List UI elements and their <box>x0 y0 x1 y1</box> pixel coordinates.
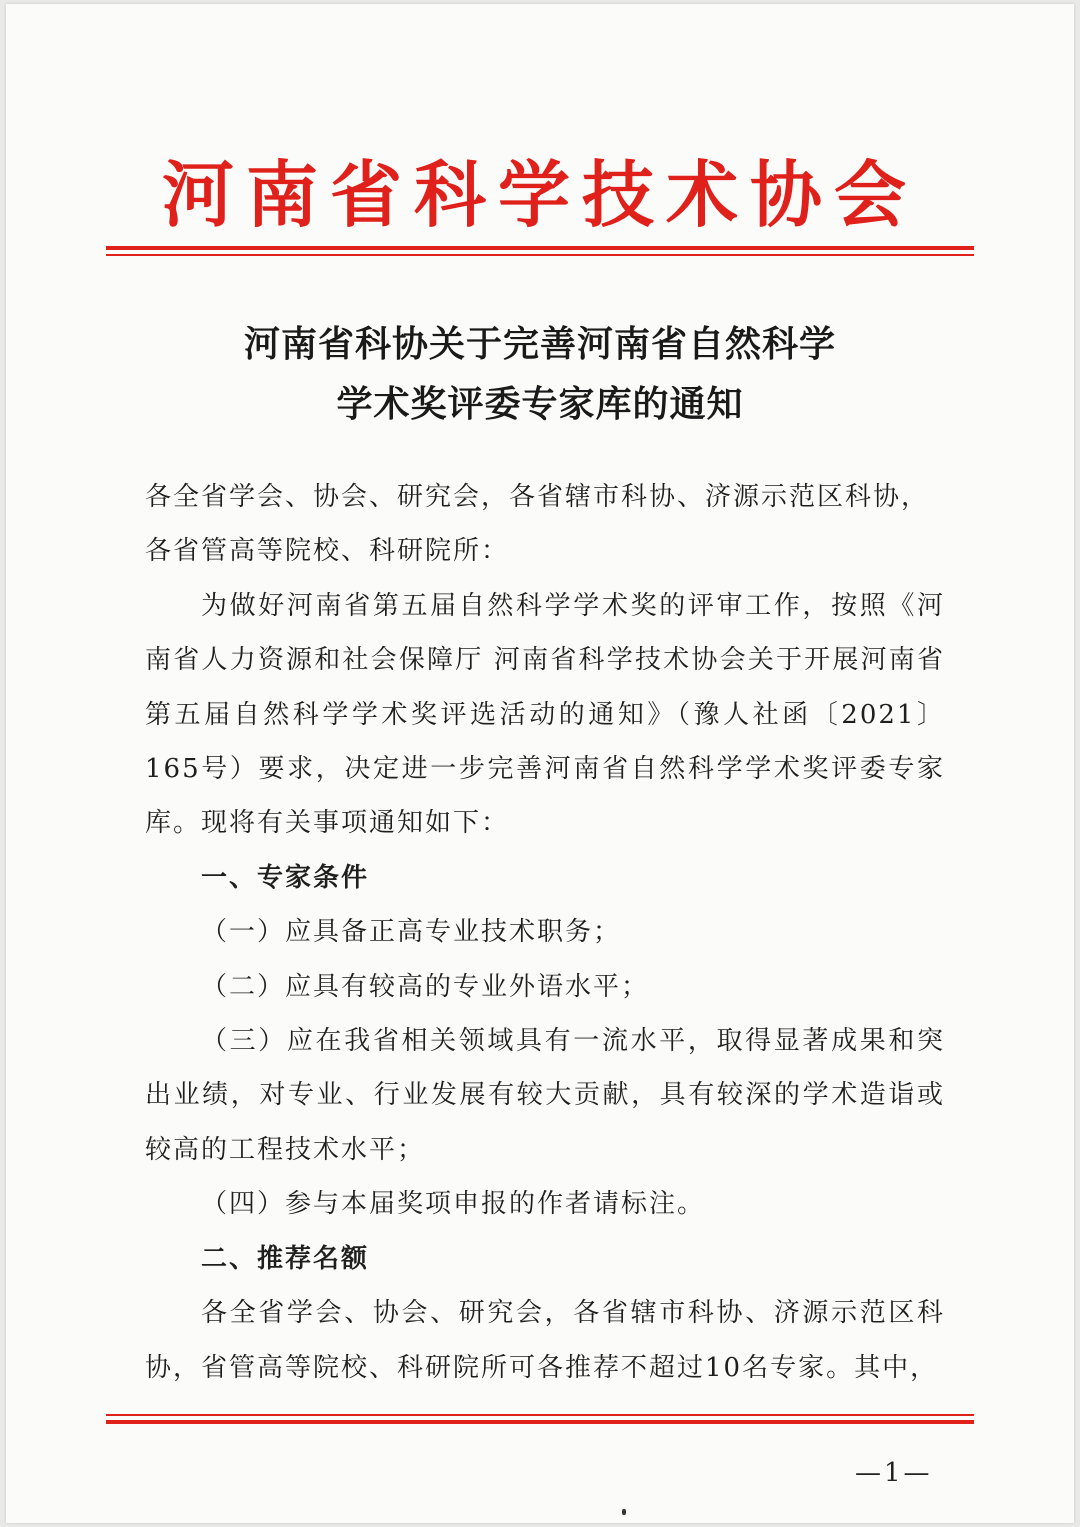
section1-item4: （四）参与本届奖项申报的作者请标注。 <box>201 1189 706 1220</box>
notice-body <box>145 470 945 1395</box>
org-letterhead: 河南省科学技术协会 <box>161 153 918 237</box>
addressee-line1: 各全省学会、协会、研究会，各省辖市科协、济源示范区科协， <box>145 482 930 512</box>
notice-title-line2: 学术奖评委专家库的通知 <box>336 384 744 425</box>
scan-mark <box>622 1509 626 1515</box>
section2-heading: 二、推荐名额 <box>201 1243 370 1274</box>
notice-title-line1: 河南省科协关于完善河南省自然科学 <box>243 324 836 365</box>
footer-red-rule <box>106 1420 974 1424</box>
section1-item2: （二）应具有较高的专业外语水平； <box>201 971 650 1002</box>
section1-heading: 一、专家条件 <box>201 862 370 893</box>
page-number: —1— <box>855 1458 933 1488</box>
addressee-line2: 各省管高等院校、科研院所： <box>145 536 510 567</box>
header-red-rule-thin <box>106 254 974 256</box>
section2-paragraph: 各全省学会、协会、研究会，各省辖市科协、济源示范区科协，省管高等院校、科研院所可各推荐不超过10名专家。其中， <box>145 1298 945 1383</box>
section1-item3: （三）应在我省相关领域具有一流水平，取得显著成果和突出业绩，对专业、行业发展有较大贡献，具有较深的学术造诣或较高的工程技术水平； <box>145 1026 945 1165</box>
header-red-rule <box>106 246 974 250</box>
footer-red-rule-thin <box>106 1414 974 1416</box>
intro-paragraph: 为做好河南省第五届自然科学学术奖的评审工作，按照《河南省人力资源和社会保障厅 河南省科学技术协会关于开展河南省第五届自然科学学术奖评选活动的通知》（豫人社函〔2021〕165号）要求，决定进一步完善河南省自然科学学术奖评委专家库。现将有关事项通知如下： <box>145 590 945 839</box>
section1-item1: （一）应具备正高专业技术职务； <box>201 917 622 948</box>
